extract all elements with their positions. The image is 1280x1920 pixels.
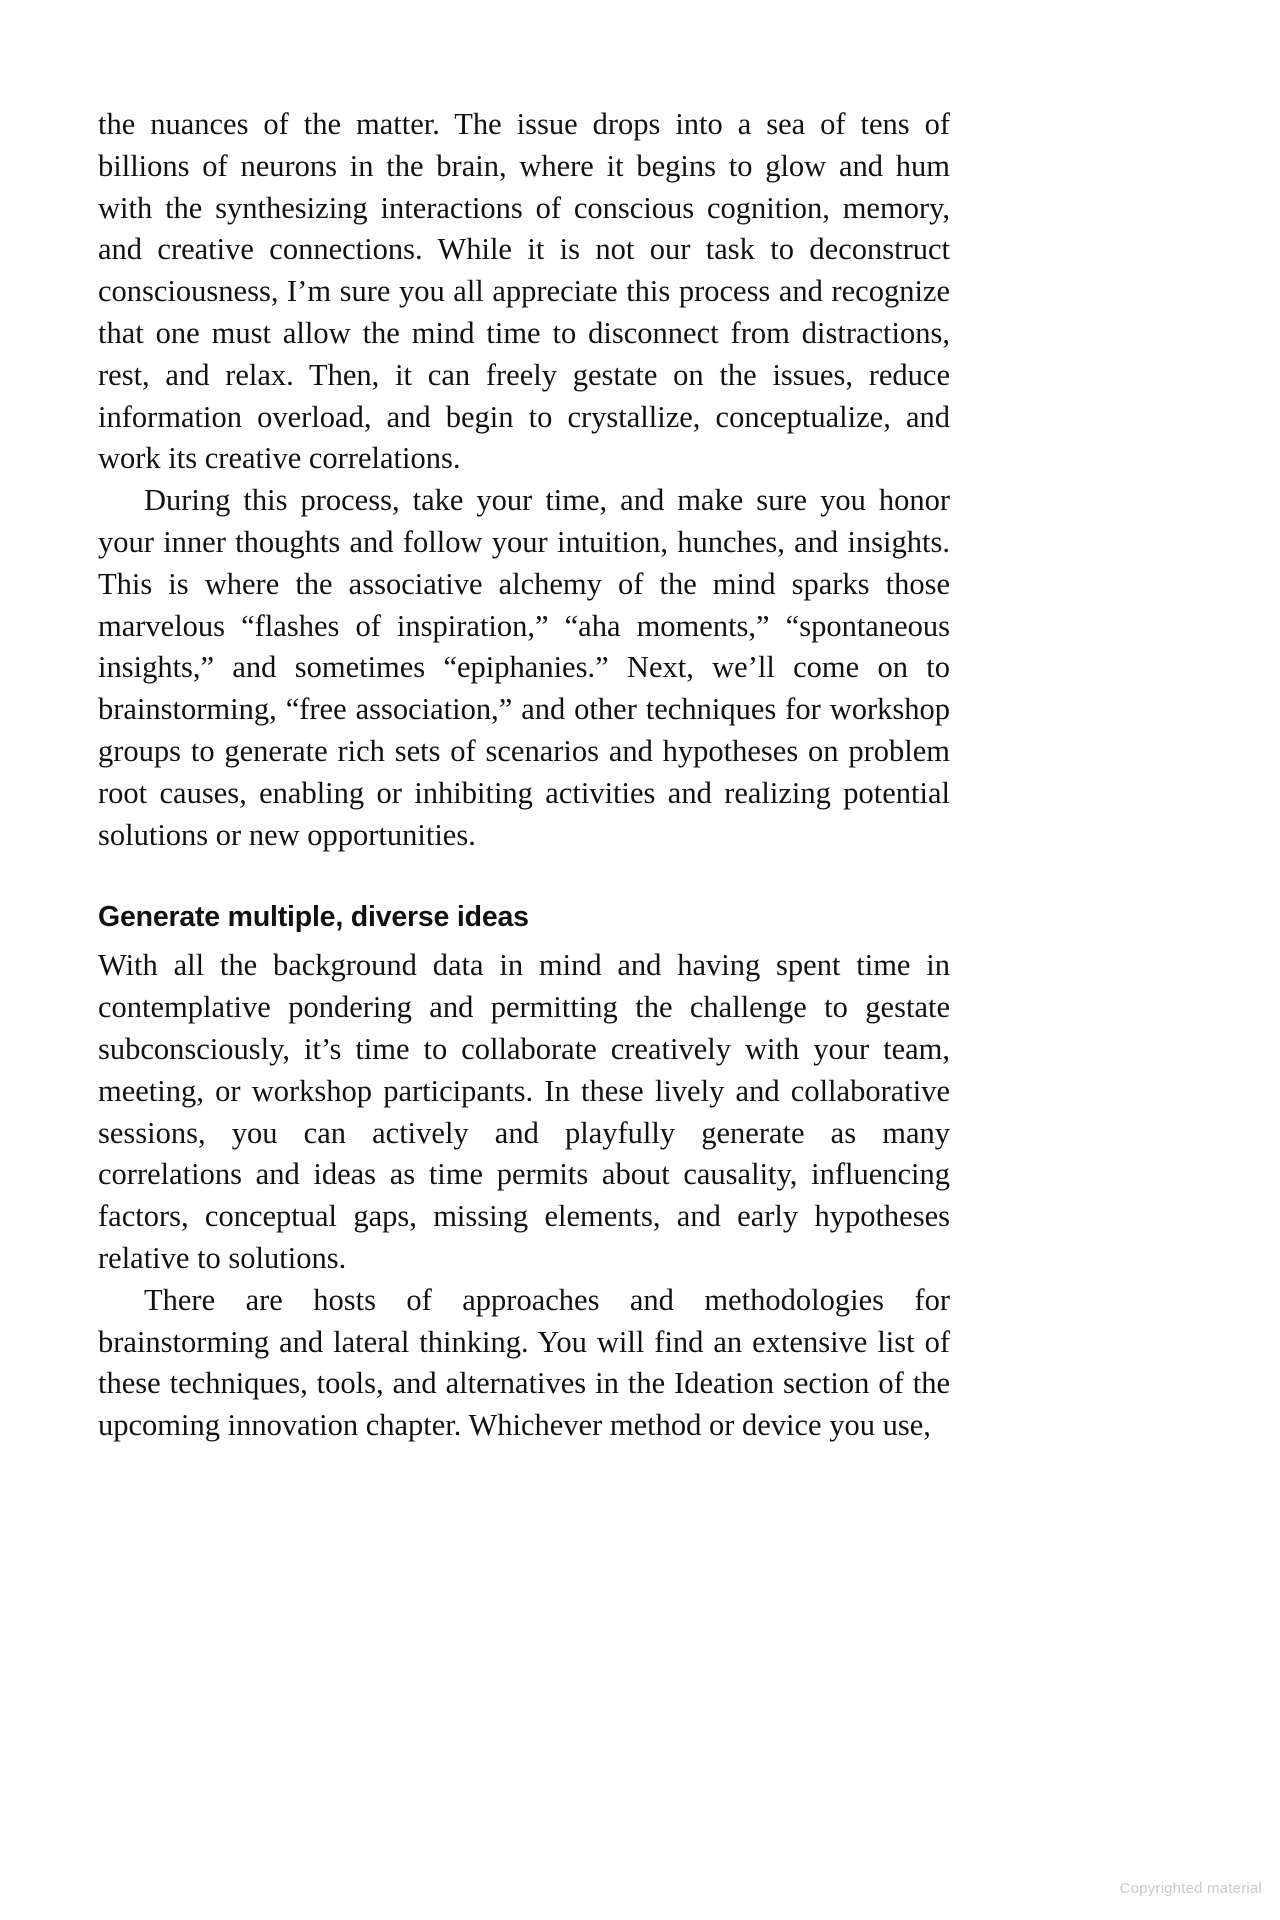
paragraph-with-all-the-background-data: With all the background data in mind and having spent time in contemplative pondering and permitting the challenge to gestate subconsciously, it’s time to collaborate creatively with your team, meeting, or workshop participants. In these lively and collaborative sessions, you can actively and playfully generate as many correlations and ideas as time permits about causality, influencing factors, conceptual gaps, missing elements, and early hypotheses relative to solutions. <box>98 948 950 1275</box>
paragraph-during-this-process: During this process, take your time, and make sure you honor your inner thoughts and follow your intuition, hunches, and insights. This is where the associative alchemy of the mind sparks those marvelous “flashes of inspiration,” “aha moments,” “spontaneous insights,” and sometimes “epiphanies.” Next, we’ll come on to brainstorming, “free association,” and other techniques for workshop groups to generate rich sets of scenarios and hypotheses on problem root causes, enabling or inhibiting activities and realizing potential solutions or new opportunities. <box>98 483 950 852</box>
heading-spacer-below <box>98 934 950 945</box>
paragraph-nuances-of-the-matter: the nuances of the matter. The issue drops into a sea of tens of billions of neurons in the brain, where it begins to glow and hum with the synthesizing interactions of conscious cognition, memory, and creative connections. While it is not our task to deconstruct consciousness, I’m sure you all appreciate this process and recognize that one must allow the mind time to disconnect from distractions, rest, and relax. Then, it can freely gestate on the issues, reduce information overload, and begin to crystallize, conceptualize, and work its creative correlations. <box>98 107 950 476</box>
paragraph-there-are-hosts-of-approaches: There are hosts of approaches and methodologies for brainstorming and lateral thinking. You will find an extensive list of these techniques, tools, and alternatives in the Ideation section of the upcoming innovation chapter. Whichever method or device you use, <box>98 1282 950 1443</box>
copyrighted-material-watermark: Copyrighted material <box>1119 1880 1262 1897</box>
heading-spacer-above <box>98 856 950 900</box>
section-heading-generate-multiple-diverse-ideas: Generate multiple, diverse ideas <box>98 901 529 934</box>
text-column <box>98 104 950 1447</box>
